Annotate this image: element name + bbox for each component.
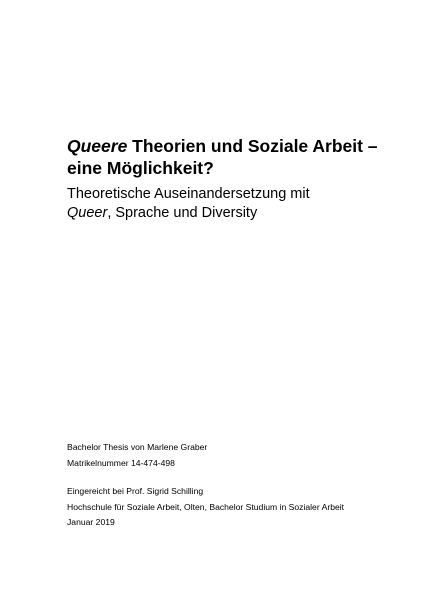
matriculation-number: Matrikelnummer 14-474-498 xyxy=(67,457,175,468)
title-block xyxy=(67,135,407,223)
submission-date: Januar 2019 xyxy=(67,517,115,527)
subtitle-italic-word: Queer xyxy=(67,205,108,221)
title-italic-word: Queere xyxy=(67,136,128,156)
author-info xyxy=(67,440,387,471)
subtitle-line1: Theoretische Auseinandersetzung mit xyxy=(67,186,310,202)
subtitle-line2-rest: , Sprache und Diversity xyxy=(107,205,258,221)
thesis-title xyxy=(67,135,407,179)
institution: Hochschule für Soziale Arbeit, Olten, Bachelor Studium in Sozialer Arbeit xyxy=(67,501,345,512)
title-line1-rest: Theorien und Soziale Arbeit – xyxy=(127,136,378,156)
thesis-subtitle xyxy=(67,185,407,223)
submission-info xyxy=(67,484,387,531)
title-line2: eine Möglichkeit? xyxy=(67,158,214,178)
thesis-author-line: Bachelor Thesis von Marlene Graber xyxy=(67,442,208,452)
submitted-to: Eingereicht bei Prof. Sigrid Schilling xyxy=(67,486,204,496)
